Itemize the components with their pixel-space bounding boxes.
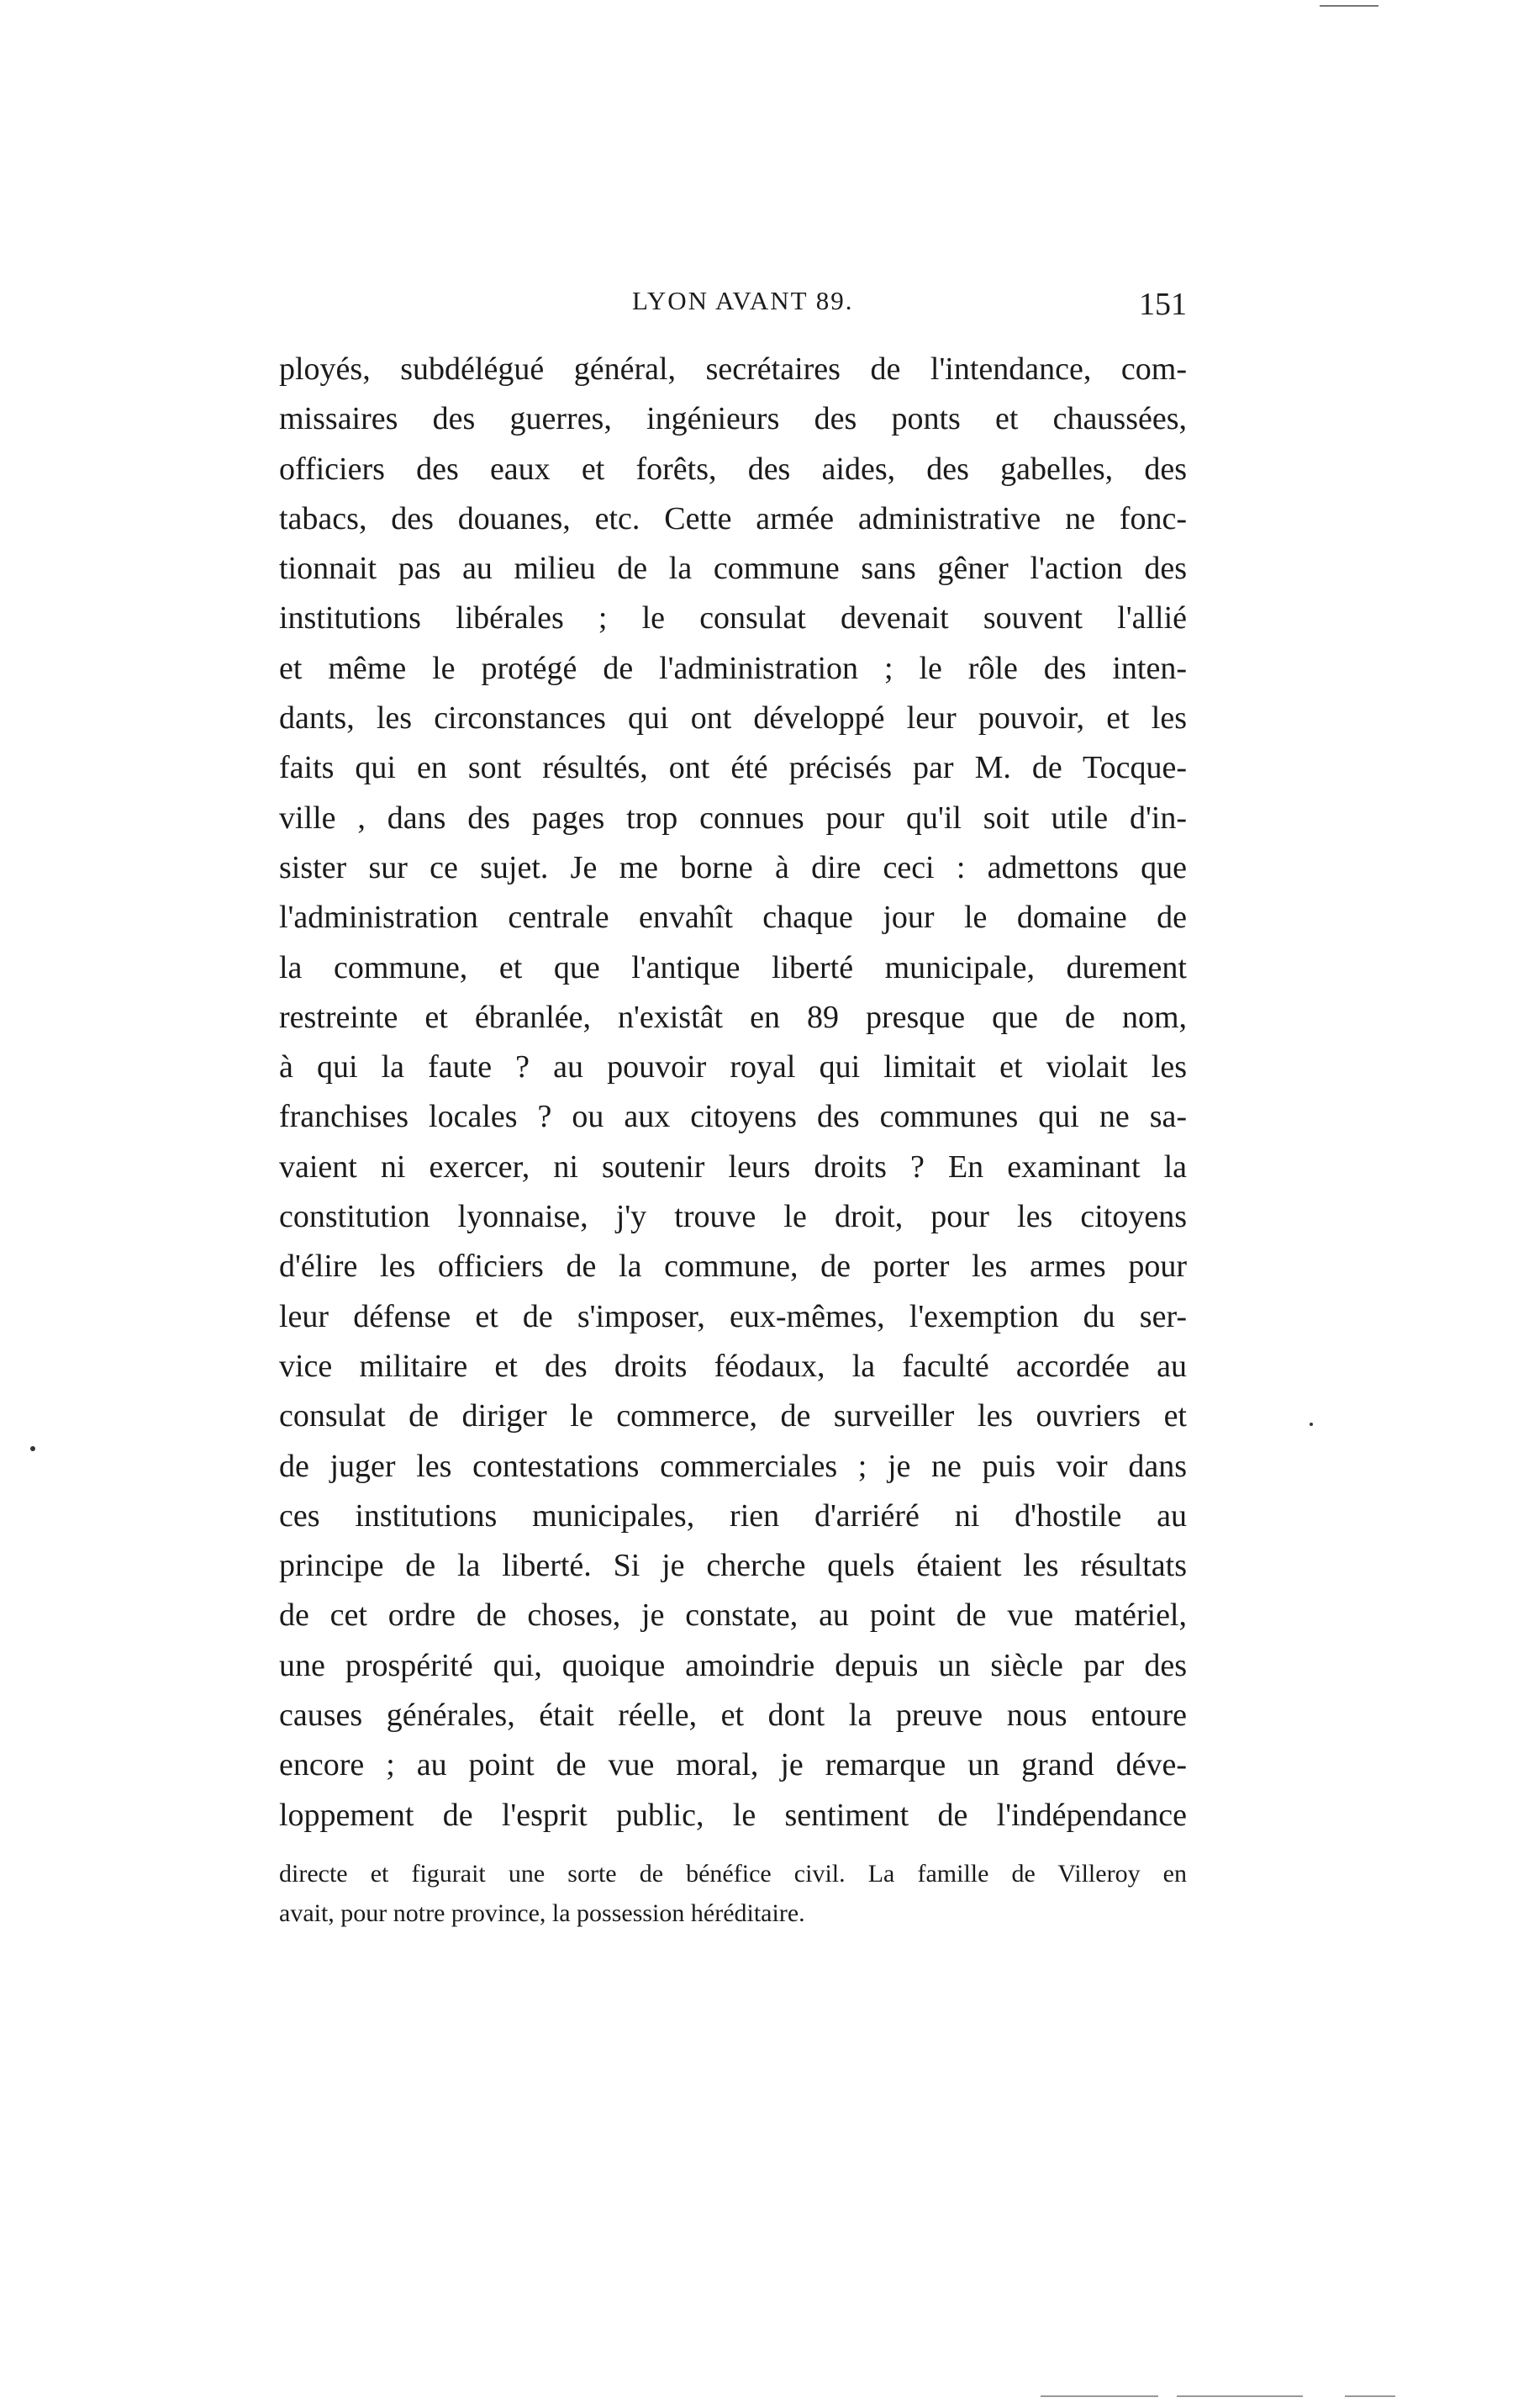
scan-speck <box>30 1446 35 1451</box>
text-line: encore ; au point de vue moral, je remarque un grand déve- <box>279 1747 1187 1783</box>
text-line: tabacs, des douanes, etc. Cette armée administrative ne fonc- <box>279 500 1187 536</box>
text-line: vice militaire et des droits féodaux, la faculté accordée au <box>279 1348 1187 1384</box>
text-line: de juger les contestations commerciales ; je ne puis voir dans <box>279 1448 1187 1484</box>
text-line: officiers des eaux et forêts, des aides, des gabelles, des <box>279 451 1187 487</box>
scan-speck <box>1310 1423 1313 1426</box>
text-line: d'élire les officiers de la commune, de porter les armes pour <box>279 1249 1187 1285</box>
text-line: leur défense et de s'imposer, eux-mêmes, l'exemption du ser- <box>279 1298 1187 1334</box>
text-line: loppement de l'esprit public, le sentiment de l'indépendance <box>279 1797 1187 1833</box>
text-line: ces institutions municipales, rien d'arriéré ni d'hostile au <box>279 1497 1187 1534</box>
text-line: ville , dans des pages trop connues pour qu'il soit utile d'in- <box>279 800 1187 836</box>
text-line: ployés, subdélégué général, secrétaires de l'intendance, com- <box>279 351 1187 387</box>
running-head <box>279 286 1187 328</box>
text-line: et même le protégé de l'administration ; le rôle des inten- <box>279 650 1187 686</box>
text-line: faits qui en sont résultés, ont été précisés par M. de Tocque- <box>279 750 1187 786</box>
page-number: 151 <box>1139 287 1187 322</box>
scan-edge-mark <box>1345 2395 1395 2397</box>
text-line: constitution lyonnaise, j'y trouve le droit, pour les citoyens <box>279 1199 1187 1235</box>
text-line: institutions libérales ; le consulat devenait souvent l'allié <box>279 600 1187 636</box>
text-line: vaient ni exercer, ni soutenir leurs droits ? En examinant la <box>279 1149 1187 1185</box>
footnote-line: avait, pour notre province, la possession héréditaire. <box>279 1899 805 1927</box>
text-line: une prospérité qui, quoique amoindrie depuis un siècle par des <box>279 1647 1187 1683</box>
text-line: restreinte et ébranlée, n'existât en 89 presque que de nom, <box>279 999 1187 1035</box>
body-text <box>279 345 1187 1840</box>
running-title: LYON AVANT 89. <box>632 286 854 315</box>
scan-edge-mark <box>1041 2395 1158 2397</box>
text-line: sister sur ce sujet. Je me borne à dire ceci : admettons que <box>279 849 1187 885</box>
text-line: la commune, et que l'antique liberté municipale, durement <box>279 949 1187 985</box>
footnote-line: directe et figurait une sorte de bénéfice civil. La famille de Villeroy en <box>279 1860 1187 1888</box>
scan-edge-mark <box>1177 2395 1303 2397</box>
text-line: tionnait pas au milieu de la commune sans gêner l'action des <box>279 551 1187 587</box>
text-line: dants, les circonstances qui ont développé leur pouvoir, et les <box>279 700 1187 737</box>
scan-edge-mark <box>1320 5 1378 7</box>
text-line: franchises locales ? ou aux citoyens des communes qui ne sa- <box>279 1099 1187 1135</box>
text-line: missaires des guerres, ingénieurs des ponts et chaussées, <box>279 401 1187 437</box>
text-line: principe de la liberté. Si je cherche quels étaient les résultats <box>279 1548 1187 1584</box>
text-line: à qui la faute ? au pouvoir royal qui limitait et violait les <box>279 1049 1187 1085</box>
text-line: consulat de diriger le commerce, de surveiller les ouvriers et <box>279 1398 1187 1434</box>
text-line: causes générales, était réelle, et dont la preuve nous entoure <box>279 1698 1187 1734</box>
text-line: l'administration centrale envahît chaque jour le domaine de <box>279 900 1187 936</box>
text-line: de cet ordre de choses, je constate, au point de vue matériel, <box>279 1597 1187 1634</box>
footnote <box>279 1854 1187 1933</box>
